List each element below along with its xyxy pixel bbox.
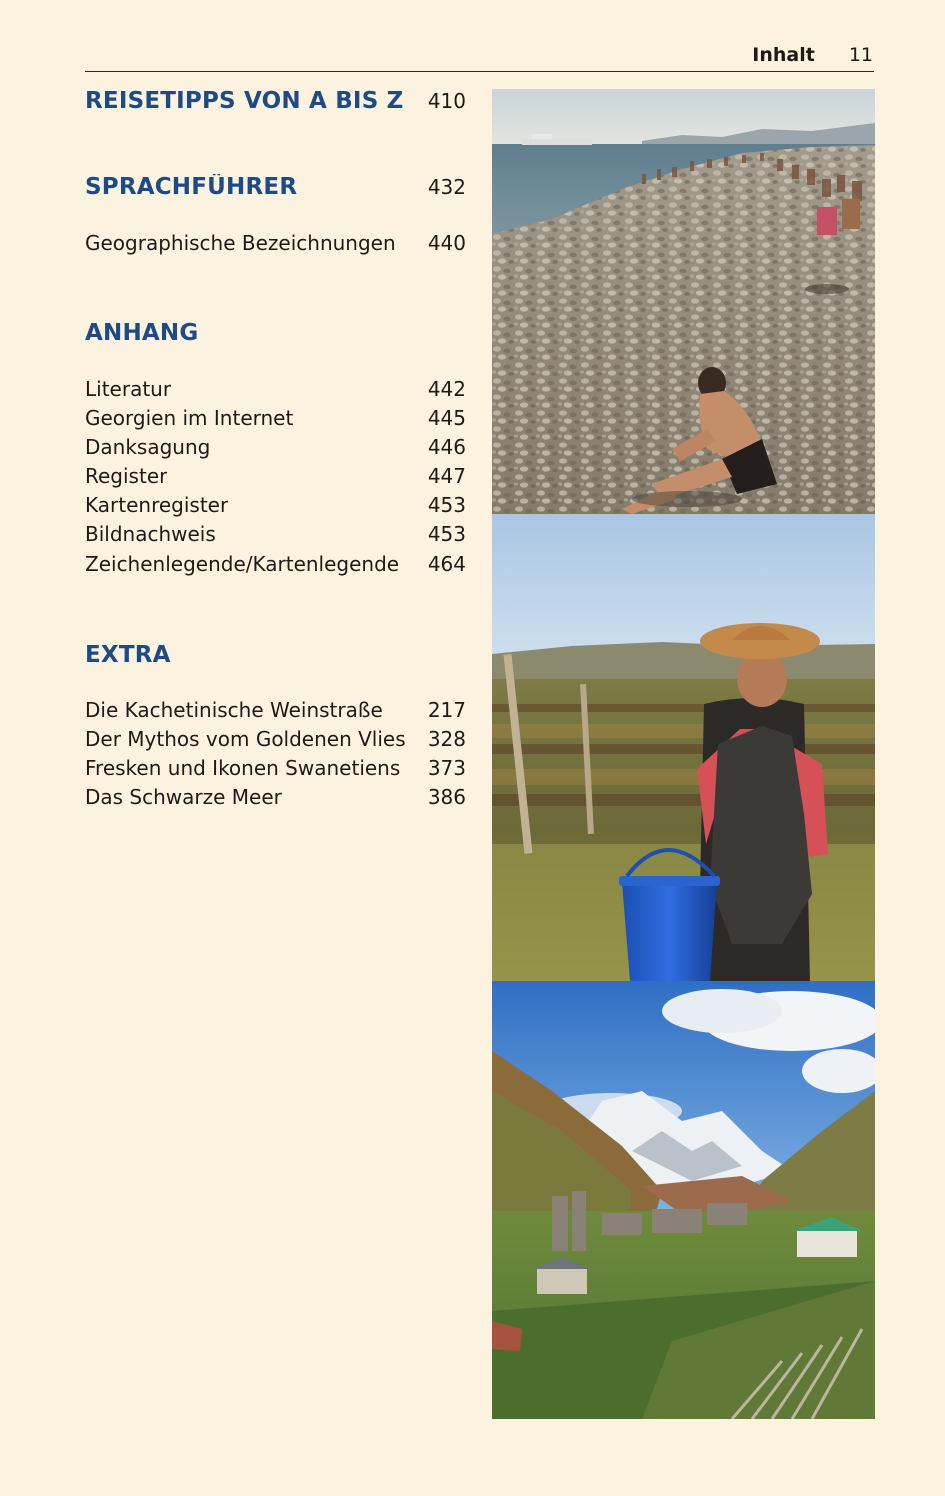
toc-heading-sprachfuehrer[interactable]: [85, 174, 466, 200]
toc-heading-title: REISETIPPS VON A BIS Z: [85, 88, 404, 114]
toc-entry-title: Das Schwarze Meer: [85, 785, 282, 809]
toc-entry-title: Bildnachweis: [85, 522, 216, 546]
toc-page-number: 447: [427, 464, 466, 488]
toc-entry-title: Die Kachetinische Weinstraße: [85, 698, 383, 722]
toc-heading-title: ANHANG: [85, 320, 199, 346]
toc-heading-anhang[interactable]: [85, 320, 466, 346]
toc-page-number: 442: [427, 377, 466, 401]
toc-entry[interactable]: [85, 493, 466, 517]
toc-entry[interactable]: [85, 522, 466, 546]
toc-heading-reisetipps[interactable]: [85, 88, 466, 114]
toc-page-number: 445: [427, 406, 466, 430]
toc-entry-title: Fresken und Ikonen Swanetiens: [85, 756, 401, 780]
photo-mountain-village: [492, 981, 875, 1419]
toc-entry-title: Kartenregister: [85, 493, 229, 517]
toc-page-number: 373: [427, 756, 466, 780]
toc-entry[interactable]: [85, 727, 466, 751]
running-head-section: Inhalt: [752, 44, 815, 66]
photo-vineyard-woman: [492, 514, 875, 981]
toc-entry-title: Georgien im Internet: [85, 406, 294, 430]
toc-entry-title: Der Mythos vom Goldenen Vlies: [85, 727, 406, 751]
toc-entry[interactable]: [85, 552, 466, 576]
toc-entry-title: Danksagung: [85, 435, 211, 459]
toc-page-number: 386: [427, 785, 466, 809]
toc-entry-title: Register: [85, 464, 168, 488]
toc-entry[interactable]: [85, 785, 466, 809]
toc-page-number: 410: [427, 89, 466, 113]
toc-entry[interactable]: [85, 756, 466, 780]
toc-entry[interactable]: [85, 231, 466, 255]
toc-page-number: 440: [427, 231, 466, 255]
toc-page-number: 328: [427, 727, 466, 751]
photo-beach: [492, 89, 875, 514]
toc-entry-title: Zeichenlegende/Kartenlegende: [85, 552, 400, 576]
toc-page-number: 432: [427, 175, 466, 199]
toc-page-number: 217: [427, 698, 466, 722]
toc-heading-title: SPRACHFÜHRER: [85, 174, 298, 200]
toc-entry[interactable]: [85, 406, 466, 430]
toc-page-number: 453: [427, 522, 466, 546]
toc-page-number: 453: [427, 493, 466, 517]
page-number: 11: [848, 44, 873, 66]
toc-entry-title: Literatur: [85, 377, 172, 401]
toc-entry[interactable]: [85, 464, 466, 488]
toc-page-number: 464: [427, 552, 466, 576]
toc-entry[interactable]: [85, 435, 466, 459]
running-head: [752, 44, 873, 74]
toc-page-number: 446: [427, 435, 466, 459]
toc-heading-extra[interactable]: [85, 642, 466, 668]
toc-entry[interactable]: [85, 377, 466, 401]
toc-heading-title: EXTRA: [85, 642, 171, 668]
header-rule: [85, 71, 874, 72]
toc-entry[interactable]: [85, 698, 466, 722]
toc-entry-title: Geographische Bezeichnungen: [85, 231, 396, 255]
